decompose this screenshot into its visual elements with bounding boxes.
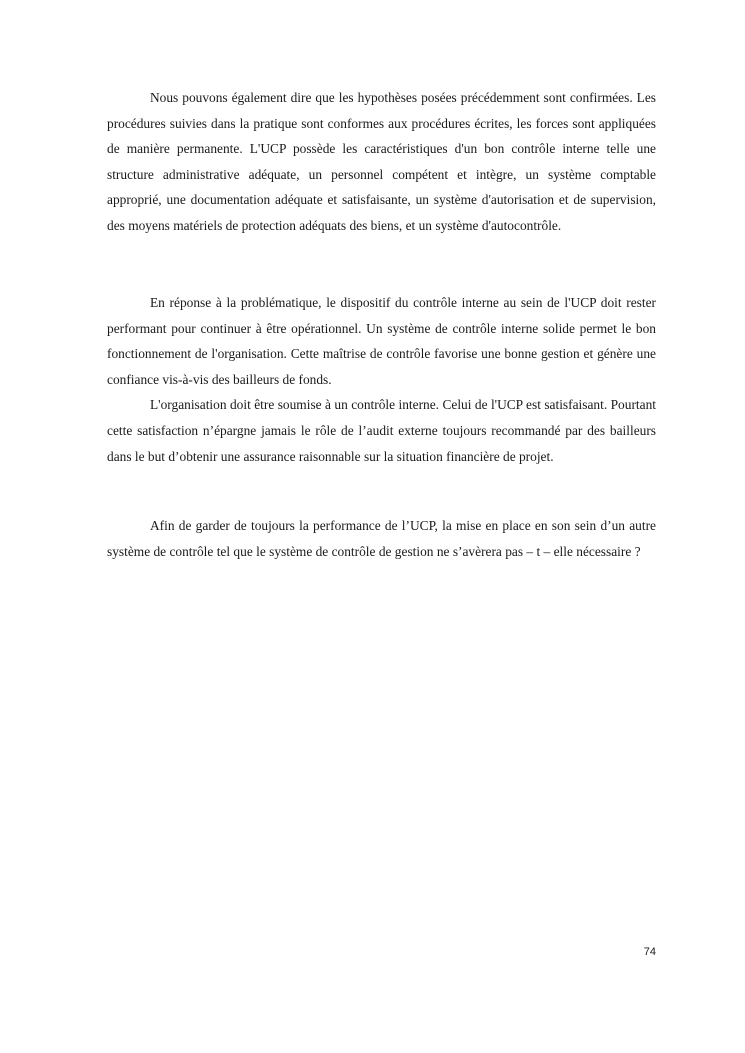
paragraph-block-question [107,513,656,564]
page-number: 74 [643,946,656,958]
paragraph-block-response [107,290,656,469]
paragraph: Nous pouvons également dire que les hypothèses posées précédemment sont confirmées. Les procédures suivies dans la pratique sont conformes aux procédures écrites, les forces sont appliquées de manière permanente. L'UCP possède les caractéristiques d'un bon contrôle interne telle une structure administrative adéquate, un personnel compétent et intègre, un système comptable approprié, une documentation adéquate et satisfaisante, un système d'autorisation et de supervision, des moyens matériels de protection adéquats des biens, et un système d'autocontrôle. [107,90,656,233]
paragraph: En réponse à la problématique, le dispositif du contrôle interne au sein de l'UCP doit rester performant pour continuer à être opérationnel. Un système de contrôle interne solide permet le bon fonctionnement de l'organisation. Cette maîtrise de contrôle favorise une bonne gestion et génère une confiance vis-à-vis des bailleurs de fonds. [107,295,656,387]
paragraph: Afin de garder de toujours la performance de l’UCP, la mise en place en son sein d’un autre système de contrôle tel que le système de contrôle de gestion ne s’avèrera pas – t – elle nécessaire ? [107,518,656,559]
paragraph: L'organisation doit être soumise à un contrôle interne. Celui de l'UCP est satisfaisant. Pourtant cette satisfaction n’épargne jamais le rôle de l’audit externe toujours recommandé par des bailleurs dans le but d’obtenir une assurance raisonnable sur la situation financière de projet. [107,397,656,464]
paragraph-block-conclusion [107,85,656,239]
